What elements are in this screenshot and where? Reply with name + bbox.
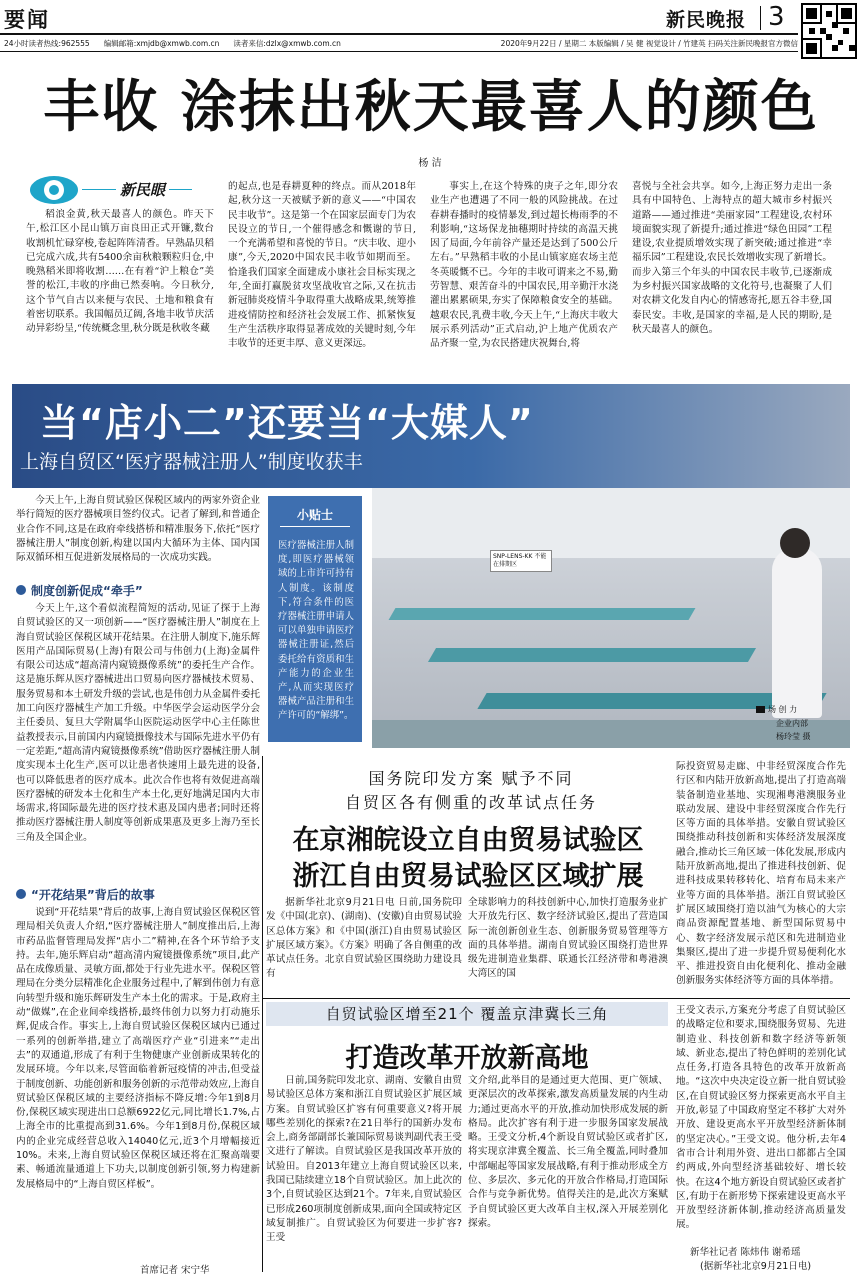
column-label: 新民眼 [116, 179, 169, 200]
section1-heading: 制度创新促成“牵手” [16, 582, 260, 598]
photo-sign: SNP-LENS-KK 不能在排期区 [490, 550, 552, 572]
article3-headline: 打造改革开放新高地 [345, 1043, 589, 1074]
lead-headline: 丰收 涂抹出秋天最喜人的颜色 [43, 75, 819, 140]
feature-byline: 首席记者 宋宁华 [140, 1265, 210, 1276]
reader-email: 读者来信:dzlx@xmwb.com.cn [233, 39, 341, 48]
article3-source: (据新华社北京9月21日电) [700, 1261, 812, 1272]
lead-col-1: 稻浪金黄,秋天最喜人的颜色。昨天下午,松江区小昆山镇万亩良田正式开镰,数台收割机忙碌穿梭,卷起阵阵清香。早熟晶贝稻已完成六成,共有5400余亩秋粮颗粒归仓,中晚熟稻米即将收割……在有着“沪上粮仓”美誉的松江,丰收的序曲已然奏响。今日秋分,这个节气自古以来便与农民、土地和粮食有着密切联系。我国幅员辽阔,各地丰收节庆活动异彩纷呈,“传统概念里,秋分既是秋收冬藏 [26, 209, 214, 335]
column-logo [30, 176, 190, 204]
article2-headline-2: 浙江自由贸易试验区区域扩展 [292, 861, 644, 892]
article2-col-1: 据新华社北京9月21日电 日前,国务院印发《中国(北京)、(湖南)、(安徽)自由贸易试验区总体方案》和《中国(浙江)自由贸易试验区扩展区域方案》。《方案》明确了各自侧重的改革试点任务。北京自贸试验区围绕助力建设具有 [266, 897, 462, 980]
article3-byline: 新华社记者 陈炜伟 谢希瑶 [690, 1247, 801, 1258]
article3-kicker: 自贸试验区增至21个 覆盖京津冀长三角 [266, 1002, 668, 1026]
tips-box [268, 496, 362, 742]
article3-col-1: 日前,国务院印发北京、湖南、安徽自由贸易试验区总体方案和浙江自贸试验区扩展区域方案。自贸试验区扩容有何重要意义?将开展哪些差别化的探索?在21日举行的国新办发布会上,商务部副部长兼国际贸易谈判副代表王受文进行了解读。自贸试验区是我国改革开放的试验田。自2013年建立上海自贸试验区以来,我国已陆续建立18个自贸试验区。加上此次的3个,自贸试验区达到21个。7年来,自贸试验区已形成260项制度创新成果,面向全国或特定区域复制推广。自贸试验区为何要进一步扩容?王受 [266, 1075, 462, 1244]
section-label: 要闻 [4, 8, 50, 32]
photo-icon-label: 场 创 力 [756, 704, 797, 715]
article2-col-3: 际投资贸易走廊、中非经贸深度合作先行区和内陆开放新高地,提出了打造高端装备制造业基地、实现湘粤港澳服务业联动发展、建设中非经贸深度合作先行区等方面的具体举措。安徽自贸试验区围绕推动科技创新和实体经济发展深度融合,推动长三角区域一体化发展,形成内陆开放新高地,提出了推进科技创新、促进科技成果转移转化、培育布局未来产业等方面的具体举措。浙江自贸试验区扩展区域围绕打造以油气为核心的大宗商品资源配置基地、新型国际贸易中心、数字经济发展示范区和先进制造业集聚区,提出了进一步提升贸易便利化水平、推进投资自由化便利化、推动金融创新服务实体经济等方面的具体举措。 [676, 761, 846, 987]
section-name [4, 4, 50, 32]
editor-email: 编辑邮箱:xmjdb@xmwb.com.cn [103, 39, 220, 48]
photo-credit: 杨玲莹 摄 [776, 732, 811, 741]
camera-icon [756, 706, 765, 713]
feature-subhead: 上海自贸区“医疗器械注册人”制度收获丰 [20, 451, 363, 473]
masthead-info [4, 38, 798, 49]
qr-code-icon [801, 3, 857, 59]
section2-heading: “开花结果”背后的故事 [16, 886, 260, 902]
feature-photo [372, 488, 850, 748]
article2-kicker-2: 自贸区各有侧重的改革试点任务 [344, 793, 597, 812]
hotline: 24小时读者热线:962555 [4, 39, 90, 48]
lead-col-4: 喜悦与全社会共享。如今,上海正努力走出一条具有中国特色、上海特点的超大城市乡村振兴道路——通过推进“美丽家园”工程建设,农村环境面貌实现了新提升;通过推进“绿色田园”工程建设,农业提质增效实现了新突破;通过推进“幸福乐园”工程建设,农民长效增收实现了新增长。而步入第三个年头的中国农民丰收节,已逐渐成为乡村振兴国家战略的文化符号,也凝聚了人们对农耕文化发自内心的情感寄托,愿五谷丰登,国泰民安。丰收,是国家的幸福,是人民的期盼,是秋天最喜人的颜色。 [632, 181, 832, 335]
lead-col-3: 事实上,在这个特殊的庚子之年,即分农业生产也遭遇了不同一般的风险挑战。在过春耕春播时的疫情暴发,到过超长梅雨季的不利影响,“这场保龙抽穗期时持续的高温天挑因了局面,今年前谷产量还是达到了500公斤左右。”早熟稻丰收的小昆山镇家庭农场主范冬英暖慨不已。今年的丰收可谓来之不易,勤劳智慧、艰苦奋斗的中国农民,用辛勤汗水浇灌出累累硕果,夯实了保障粮食安全的基础。越艰农民,乳费丰收,今天上午,“上海庆丰收大展示系列活动”正式启动,沪上地产优质农产品齐聚一堂,为农民搭建庆祝舞台,将 [430, 181, 618, 350]
bullet-icon [16, 585, 26, 595]
lead-col-2: 的起点,也是春耕夏种的终点。而从2018年起,秋分这一天被赋予新的意义——“中国农民丰收节”。这是第一个在国家层面专门为农民设立的节日,一个催得感念和慨谢的节日,一个充满希望和喜悦的节日。“庆丰收、迎小康”,今天,2020中国农民丰收节如期而至。恰逢我们国家全面建成小康社会目标实现之年,全面打赢脱贫攻坚战收官之际,又在抗击新冠肺炎疫情斗争取得重大战略成果,统筹推进疫情防控和经济社会发展工作、抓紧恢复生产生活秩序取得显著成效的关键时刻,今年丰收节的还更丰厚、意义更深远。 [228, 181, 416, 350]
feature-headline: 当“店小二”还要当“大媒人” [40, 401, 534, 445]
eye-icon [30, 176, 78, 204]
photo-caption: 企业内部 [776, 719, 808, 728]
bullet-icon [16, 889, 26, 899]
feature-section2: 说到“开花结果”背后的故事,上海自贸试验区保税区管理局相关负责人介绍,“医疗器械注册人”制度推出后,上海市药品监督管理局发挥“店小二”精神,在各个环节给予支持。去年,施乐辉启动“超高清内窥镜摄像系统”项目,此产品在成像质量、灵敏方面,都处于行业先进水平。保税区管理局在分类分层精准化企业服务过程中,了解到伟创力有意向转型升级和施乐辉研发生产本土化的需求。于是,政府主动“做媒”,在企业间牵线搭桥,最终伟创力以努力打动施乐辉,促成合作。事实上,上海自贸试验区保税区域内已通过一系列的创新举措,建立了高端医疗产业“引进来”“走出去”的双通道,形成了有利于生物健康产业创新成果转化的发展环境。今年以来,尽管面临着新冠疫情的冲击,但受益于制度创新、功能创新和服务创新的示范带动效应,上海自贸试验区保税区域的主要经济指标不降反增:今年1到8月份,保税区域实现进出口总额6922亿元,同比增长1.7%,占上海全市的比重提高到31.6%。今年1到8月份,保税区域内的企业完成经营总收入14040亿元,近3个月增幅接近10%。未来,上海自贸试验区保税区域还将在汇聚高端要素、畅通流量通道上下功夫,以制度创新引领,努力构建新发展格局中的“上海自贸区样板”。 [16, 907, 260, 1190]
article2-col-2: 全球影响力的科技创新中心,加快打造服务业扩大开放先行区、数字经济试验区,提出了营造国际一流创新创业生态、创新服务贸易管理等方面的具体举措。湖南自贸试验区围绕打造世界级先进制造业集群、联通长江经济带和粤港澳大湾区的国 [468, 897, 668, 980]
paper-logo: 新民晚报 [666, 9, 747, 31]
date-line: 2020年9月22日 / 星期二 本版编辑 / 吴 健 视觉设计 / 竹建英 扫码关注新民晚报官方微信 [500, 39, 798, 48]
lead-byline: 杨 洁 [418, 158, 442, 169]
feature-section1: 今天上午,这个看似流程简短的活动,见证了探于上海自贸试验区的又一项创新——“医疗器械注册人”制度在上海自贸试验区保税区域开花结果。在注册人制度下,施乐辉医用产品国际贸易(上海)有限公司与伟创力(上海)金属件有限公司达成“超高清内窥镜摄像系统”的委托生产合作。这是施乐辉从医疗器械进出口贸易向医疗器械技术贸易、服务贸易和本土研发升级的尝试,也是伟创力从金属件委托加工向医疗器械生产加工升级。中华医学会运动医学分会主任委员、复旦大学附属华山医院运动医学中心主任陈世益教授表示,目前国内内窥镜摄像技术与国际先进水平仍有一定差距,“超高清内窥镜摄像系统”借助医疗器械注册人制度实现本土化生产,医可以让患者快速用上最先进的设备,也可以降低患者的医疗成本。此次合作也将有效促进高端医疗器械的研发本土化和生产本土化,更好地满足国内大市场需求,将国际最先进的医疗技术惠及国内患者;同时还将推动医疗器械注册人制度等创新成果惠及更多上海乃至长三角及全国企业。 [16, 603, 260, 843]
tips-title: 小贴士 [280, 506, 350, 527]
tips-body: 医疗器械注册人制度,即医疗器械领域的上市许可持有人制度。该制度下,符合条件的医疗器械注册申请人可以单独申请医疗器械注册证,然后委托给有资质和生产能力的企业生产,从而实现医疗器械产品注册和生产许可的“解绑”。 [278, 540, 354, 722]
feature-intro: 今天上午,上海自贸试验区保税区域内的两家外资企业举行简短的医疗器械项目签约仪式。记者了解到,和普通企业合作不同,这是在政府牵线搭桥和精准服务下,依托“医疗器械注册人”制度创新,构建以国内大循环为主体、国内国际双循环相互促进新发展格局的一次成功实践。 [16, 495, 260, 564]
article2-headline-1: 在京湘皖设立自由贸易试验区 [292, 825, 644, 856]
page-number: 3 [768, 2, 785, 32]
article3-col-3: 王受文表示,方案充分考虑了自贸试验区的战略定位和要求,围绕服务贸易、先进制造业、科技创新和数字经济等新领域、新业态,提出了特色鲜明的差别化试点任务,打造各具特色的改革开放新高地。“这次中央决定设立新一批自贸试验区,在自贸试验区努力探索更高水平自主开放,彰显了中国政府坚定不移扩大对外开放、建设更高水平开放型经济新体制的坚定决心。”王受文说。他分析,去年4省市合计利用外资、进出口都都占全国约两成,外向型经济基础较好、增长较快。在这4个地方新设自贸试验区或者扩区,有助于在新形势下探索建设更高水平开放型经济新体制,推动经济高质量发展。 [676, 1005, 846, 1231]
article3-col-2: 文介绍,此举目的是通过更大范围、更广领域、更深层次的改革探索,激发高质量发展的内生动力;通过更高水平的开放,推动加快形成发展的新格局。此次扩容有利于进一步服务国家发展战略。王受文分析,4个新设自贸试验区或者扩区,将实现京津冀全覆盖、长三角全覆盖,同时叠加中部崛起等国家发展战略,有利于推动形成全方位、多层次、多元化的开放合作格局,打造国际合作与竞争新优势。值得关注的是,此次方案赋予自贸试验区更大改革自主权,深入开展差别化探索。 [468, 1075, 668, 1229]
article2-kicker-1: 国务院印发方案 赋予不同 [368, 769, 574, 788]
